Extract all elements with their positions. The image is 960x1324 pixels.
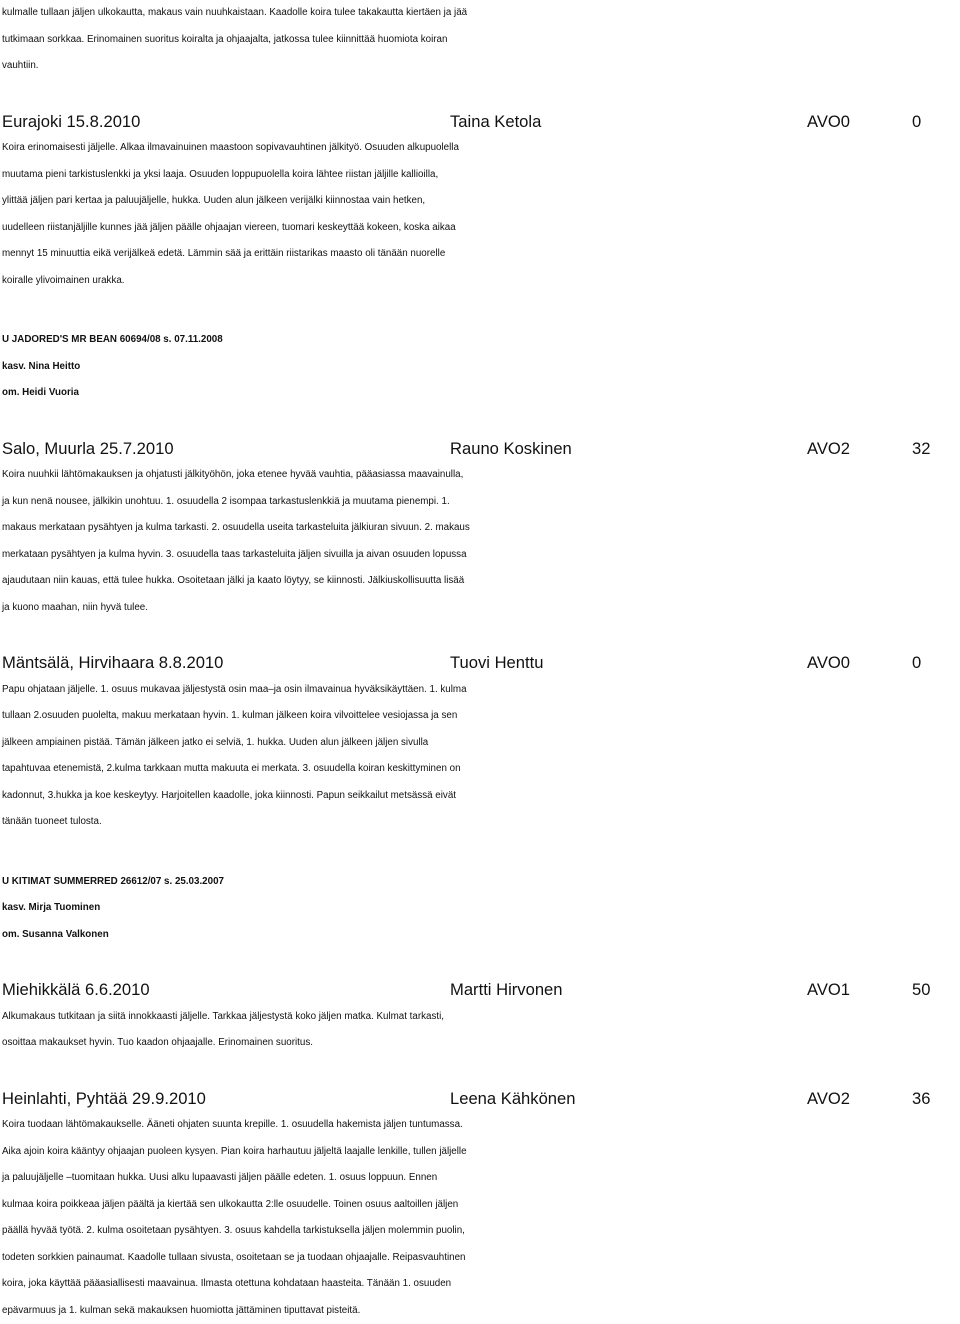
text-line: Aika ajoin koira kääntyy ohjaajan puoleen kysyen. Pian koira harhautuu jäljeltä laajalle lenkille, tullen jäljelle: [2, 1139, 958, 1166]
trial-entry-header: [2, 436, 958, 463]
text-line: tänään tuoneet tulosta.: [2, 809, 958, 836]
text-line: Koira nuuhkii lähtömakauksen ja ohjatusti jälkityöhön, joka etenee hyvää vauhtia, pääasiassa maavainulla,: [2, 462, 958, 489]
text-line: Koira erinomaisesti jäljelle. Alkaa ilmavainuinen maastoon sopivavauhtinen jälkityö. Osuuden alkupuolella: [2, 135, 958, 162]
text-line: ajaudutaan niin kauas, että tulee hukka. Osoitetaan jälki ja kaato löytyy, se kiinnosti. Jälkiuskollisuutta lisää: [2, 568, 958, 595]
trial-place-date: Miehikkälä 6.6.2010: [2, 977, 150, 1004]
trial-judge: Martti Hirvonen: [450, 977, 563, 1004]
text-line: merkataan pysähtyen ja kulma hyvin. 3. osuudella taas tarkasteluita jäljen sivuilla ja aivan osuuden lopussa: [2, 542, 958, 569]
dog-breeder: kasv. Nina Heitto: [2, 354, 958, 381]
text-line: Koira tuodaan lähtömakaukselle. Ääneti ohjaten suunta krepille. 1. osuudella hakemista jäljen tuntumassa.: [2, 1112, 958, 1139]
trial-judge: Tuovi Henttu: [450, 650, 543, 677]
trial-entry-header: [2, 109, 958, 136]
trial-description: [2, 677, 958, 836]
text-line: tutkimaan sorkkaa. Erinomainen suoritus koiralta ja ohjaajalta, jatkossa tulee kiinnittää huomiota koiran: [2, 27, 958, 54]
dog-name: U JADORED'S MR BEAN 60694/08 s. 07.11.2008: [2, 327, 958, 354]
trial-points: 32: [912, 436, 930, 463]
trial-place-date: Heinlahti, Pyhtää 29.9.2010: [2, 1086, 206, 1113]
text-line: ja kun nenä nousee, jälkikin unohtuu. 1. osuudella 2 isompaa tarkastuslenkkiä ja muutama pienempi. 1.: [2, 489, 958, 516]
trial-points: 36: [912, 1086, 930, 1113]
text-line: todeten sorkkien painaumat. Kaadolle tullaan sivusta, osoitetaan se ja tuodaan ohjaajalle. Reipasvauhtinen: [2, 1245, 958, 1272]
text-line: päällä hyvää työtä. 2. kulma osoitetaan pysähtyen. 3. osuus kahdella tarkistuksella jäljen molemmin puolin,: [2, 1218, 958, 1245]
trial-place-date: Eurajoki 15.8.2010: [2, 109, 140, 136]
trial-class: AVO2: [807, 436, 850, 463]
text-line: kulmaa koira poikkeaa jäljen päältä ja kiertää sen ulkokautta 2:lle osuudelle. Toinen osuus aaltoillen jäljen: [2, 1192, 958, 1219]
text-line: ja kuono maahan, niin hyvä tulee.: [2, 595, 958, 622]
trial-class: AVO0: [807, 109, 850, 136]
trial-description: [2, 1004, 958, 1057]
dog-owner: om. Susanna Valkonen: [2, 922, 958, 949]
trial-judge: Taina Ketola: [450, 109, 541, 136]
trial-judge: Leena Kähkönen: [450, 1086, 576, 1113]
trial-class: AVO1: [807, 977, 850, 1004]
trial-class: AVO0: [807, 650, 850, 677]
dog-breeder: kasv. Mirja Tuominen: [2, 895, 958, 922]
text-line: osoittaa makaukset hyvin. Tuo kaadon ohjaajalle. Erinomainen suoritus.: [2, 1030, 958, 1057]
trial-entry-header: [2, 1086, 958, 1113]
trial-place-date: Mäntsälä, Hirvihaara 8.8.2010: [2, 650, 223, 677]
dog-owner: om. Heidi Vuoria: [2, 380, 958, 407]
trial-description: [2, 135, 958, 294]
intro-paragraph: [2, 0, 958, 80]
trial-entry-header: [2, 977, 958, 1004]
text-line: makaus merkataan pysähtyen ja kulma tarkasti. 2. osuudella useita tarkasteluita jälkiuran sivuun. 2. makaus: [2, 515, 958, 542]
text-line: muutama pieni tarkistuslenkki ja yksi laaja. Osuuden loppupuolella koira lähtee riistan jäljille kallioilla,: [2, 162, 958, 189]
trial-points: 50: [912, 977, 930, 1004]
dog-info-block: [2, 869, 958, 949]
text-line: tullaan 2.osuuden puolelta, makuu merkataan hyvin. 1. kulman jälkeen koira vilvoittelee vesiojassa ja sen: [2, 703, 958, 730]
trial-entry-header: [2, 650, 958, 677]
dog-info-block: [2, 327, 958, 407]
text-line: Papu ohjataan jäljelle. 1. osuus mukavaa jäljestystä osin maa–ja osin ilmavainua hyväksikäyttäen. 1. kulma: [2, 677, 958, 704]
text-line: ylittää jäljen pari kertaa ja paluujäljelle, hukka. Uuden alun jälkeen verijälki kiinnostaa vain hetken,: [2, 188, 958, 215]
trial-description: [2, 1112, 958, 1324]
text-line: Alkumakaus tutkitaan ja siitä innokkaasti jäljelle. Tarkkaa jäljestystä koko jäljen matka. Kulmat tarkasti,: [2, 1004, 958, 1031]
text-line: jälkeen ampiainen pistää. Tämän jälkeen jatko ei selviä, 1. hukka. Uuden alun jälkeen jäljen sivulla: [2, 730, 958, 757]
trial-description: [2, 462, 958, 621]
trial-place-date: Salo, Muurla 25.7.2010: [2, 436, 174, 463]
text-line: kadonnut, 3.hukka ja koe keskeytyy. Harjoitellen kaadolle, joka kiinnosti. Papun seikkailut metsässä eivät: [2, 783, 958, 810]
dog-name: U KITIMAT SUMMERRED 26612/07 s. 25.03.2007: [2, 869, 958, 896]
text-line: kulmalle tullaan jäljen ulkokautta, makaus vain nuuhkaistaan. Kaadolle koira tulee takakautta kiertäen ja jää: [2, 0, 958, 27]
trial-class: AVO2: [807, 1086, 850, 1113]
trial-judge: Rauno Koskinen: [450, 436, 572, 463]
text-line: mennyt 15 minuuttia eikä verijälkeä edetä. Lämmin sää ja erittäin riistarikas maasto oli tänään nuorelle: [2, 241, 958, 268]
text-line: koira, joka käyttää pääasiallisesti maavainua. Ilmasta otettuna kohdataan haasteita. Tänään 1. osuuden: [2, 1271, 958, 1298]
text-line: uudelleen riistanjäljille kunnes jää jäljen päälle ohjaajan viereen, tuomari keskeyttää kokeen, koska aikaa: [2, 215, 958, 242]
text-line: vauhtiin.: [2, 53, 958, 80]
text-line: ja paluujäljelle –tuomitaan hukka. Uusi alku lupaavasti jäljen päälle edeten. 1. osuus loppuun. Ennen: [2, 1165, 958, 1192]
trial-points: 0: [912, 109, 921, 136]
text-line: koiralle ylivoimainen urakka.: [2, 268, 958, 295]
text-line: epävarmuus ja 1. kulman sekä makauksen huomiotta jättäminen tiputtavat pisteitä.: [2, 1298, 958, 1324]
text-line: tapahtuvaa etenemistä, 2.kulma tarkkaan mutta makuuta ei merkata. 3. osuudella koiran keskittyminen on: [2, 756, 958, 783]
trial-points: 0: [912, 650, 921, 677]
